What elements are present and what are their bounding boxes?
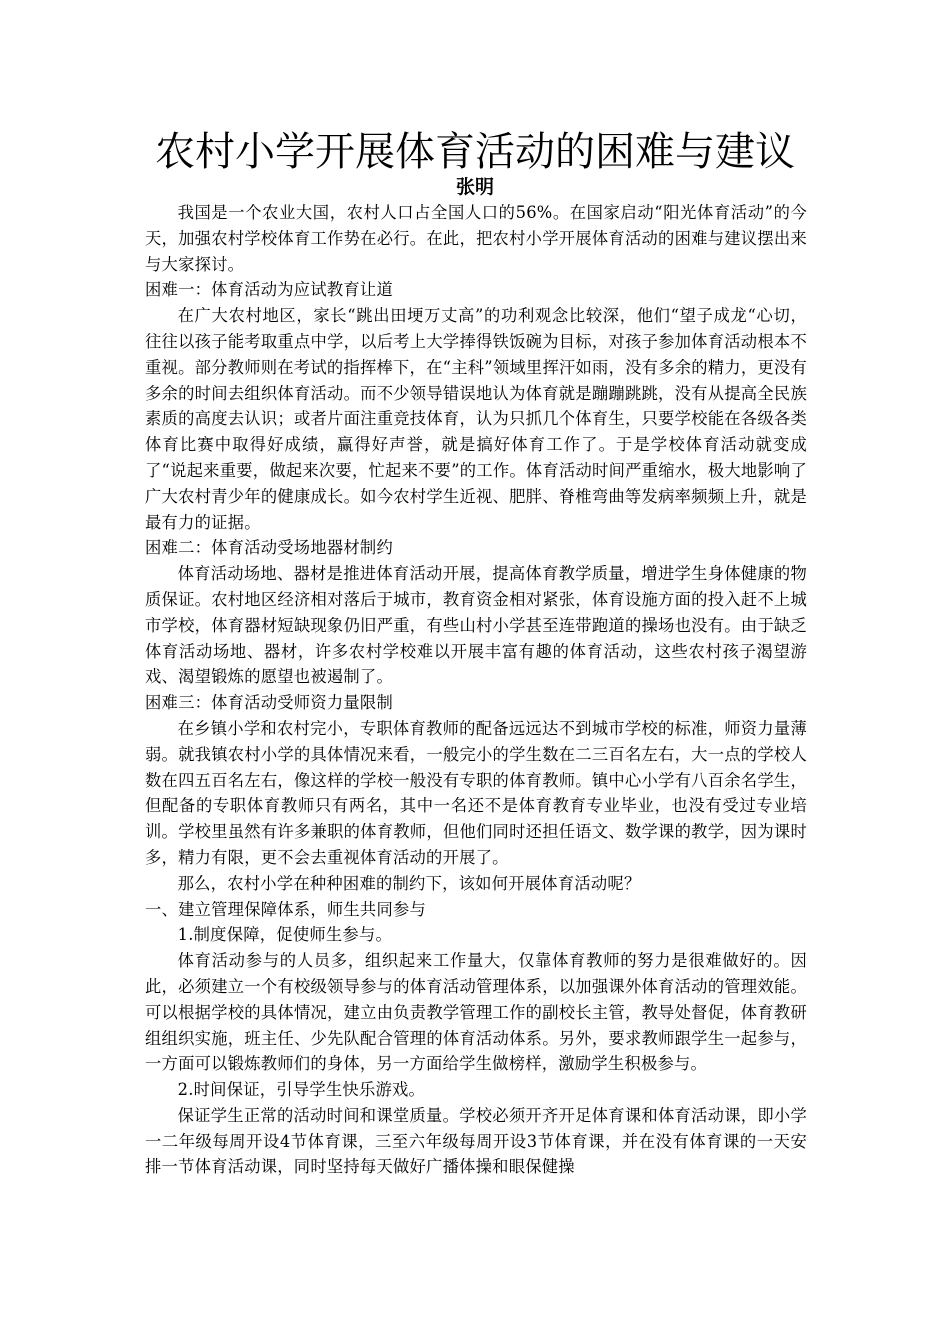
- author-name: 张明: [455, 176, 494, 198]
- subsection-heading: 2.时间保证，引导学生快乐游戏。: [177, 1080, 426, 1100]
- paragraph: 保证学生正常的活动时间和课堂质量。学校必须开齐开足体育课和体育活动课，即小学一二年级每周开设4节体育课，三至六年级每周开设3节体育课，并在没有体育课的一天安排一节体育活动课，同时坚持每天做好广播体操和眼保健操: [145, 1105, 807, 1177]
- section-heading: 一、建立管理保障体系，师生共同参与: [145, 899, 427, 919]
- paragraph: 体育活动参与的人员多，组织起来工作量大，仅靠体育教师的努力是很难做好的。因此，必须建立一个有校级领导参与的体育活动管理体系，以加强课外体育活动的管理效能。可以根据学校的具体情况，建立由负责教学管理工作的副校长主管，教导处督促，体育教研组组织实施，班主任、少先队配合管理的体育活动体系。另外，要求教师跟学生一起参与，一方面可以锻炼教师们的身体，另一方面给学生做榜样，激励学生积极参与。: [145, 951, 807, 1074]
- section-heading: 困难一：体育活动为应试教育让道: [145, 280, 393, 300]
- section-heading: 困难二：体育活动受场地器材制约: [145, 538, 393, 558]
- paragraph: 我国是一个农业大国，农村人口占全国人口的56%。在国家启动“阳光体育活动”的今天，加强农村学校体育工作势在必行。在此，把农村小学开展体育活动的困难与建议摆出来与大家探讨。: [145, 203, 807, 274]
- paragraph: 在广大农村地区，家长“跳出田埂万丈高”的功利观念比较深，他们“望子成龙“心切，往往以孩子能考取重点中学，以后考上大学捧得铁饭碗为目标，对孩子参加体育活动根本不重视。部分教师则在考试的指挥棒下，在“主科”领域里挥汗如雨，没有多余的精力，更没有多余的时间去组织体育活动。而不少领导错误地认为体育就是蹦蹦跳跳，没有从提高全民族素质的高度去认识；或者片面注重竞技体育，认为只抓几个体育生，只要学校能在各级各类体育比赛中取得好成绩，赢得好声誉，就是搞好体育工作了。于是学校体育活动就变成了“说起来重要，做起来次要，忙起来不要”的工作。体育活动时间严重缩水，极大地影响了广大农村青少年的健康成长。如今农村学生近视、肥胖、脊椎弯曲等发病率频频上升，就是最有力的证据。: [145, 306, 807, 532]
- paragraph: 那么，农村小学在种种困难的制约下，该如何开展体育活动呢？: [177, 873, 641, 893]
- paragraph: 体育活动场地、器材是推进体育活动开展，提高体育教学质量，增进学生身体健康的物质保证。农村地区经济相对落后于城市，教育资金相对紧张，体育设施方面的投入赶不上城市学校，体育器材短缺现象仍旧严重，有些山村小学甚至连带跑道的操场也没有。由于缺乏体育活动场地、器材，许多农村学校难以开展丰富有趣的体育活动，这些农村孩子渴望游戏、渴望锻炼的愿望也被遏制了。: [145, 564, 807, 687]
- document-body: [145, 200, 807, 1180]
- document-title: 农村小学开展体育活动的困难与建议: [155, 129, 795, 175]
- paragraph: 在乡镇小学和农村完小，专职体育教师的配备远远达不到城市学校的标准，师资力量薄弱。就我镇农村小学的具体情况来看，一般完小的学生数在二三百名左右，大一点的学校人数在四五百名左右，像这样的学校一般没有专职的体育教师。镇中心小学有八百余名学生，但配备的专职体育教师只有两名，其中一名还不是体育教育专业毕业，也没有受过专业培训。学校里虽然有许多兼职的体育教师，但他们同时还担任语文、数学课的教学，因为课时多，精力有限，更不会去重视体育活动的开展了。: [145, 718, 807, 867]
- section-heading: 困难三：体育活动受师资力量限制: [145, 693, 393, 713]
- subsection-heading: 1.制度保障，促使师生参与。: [177, 925, 393, 945]
